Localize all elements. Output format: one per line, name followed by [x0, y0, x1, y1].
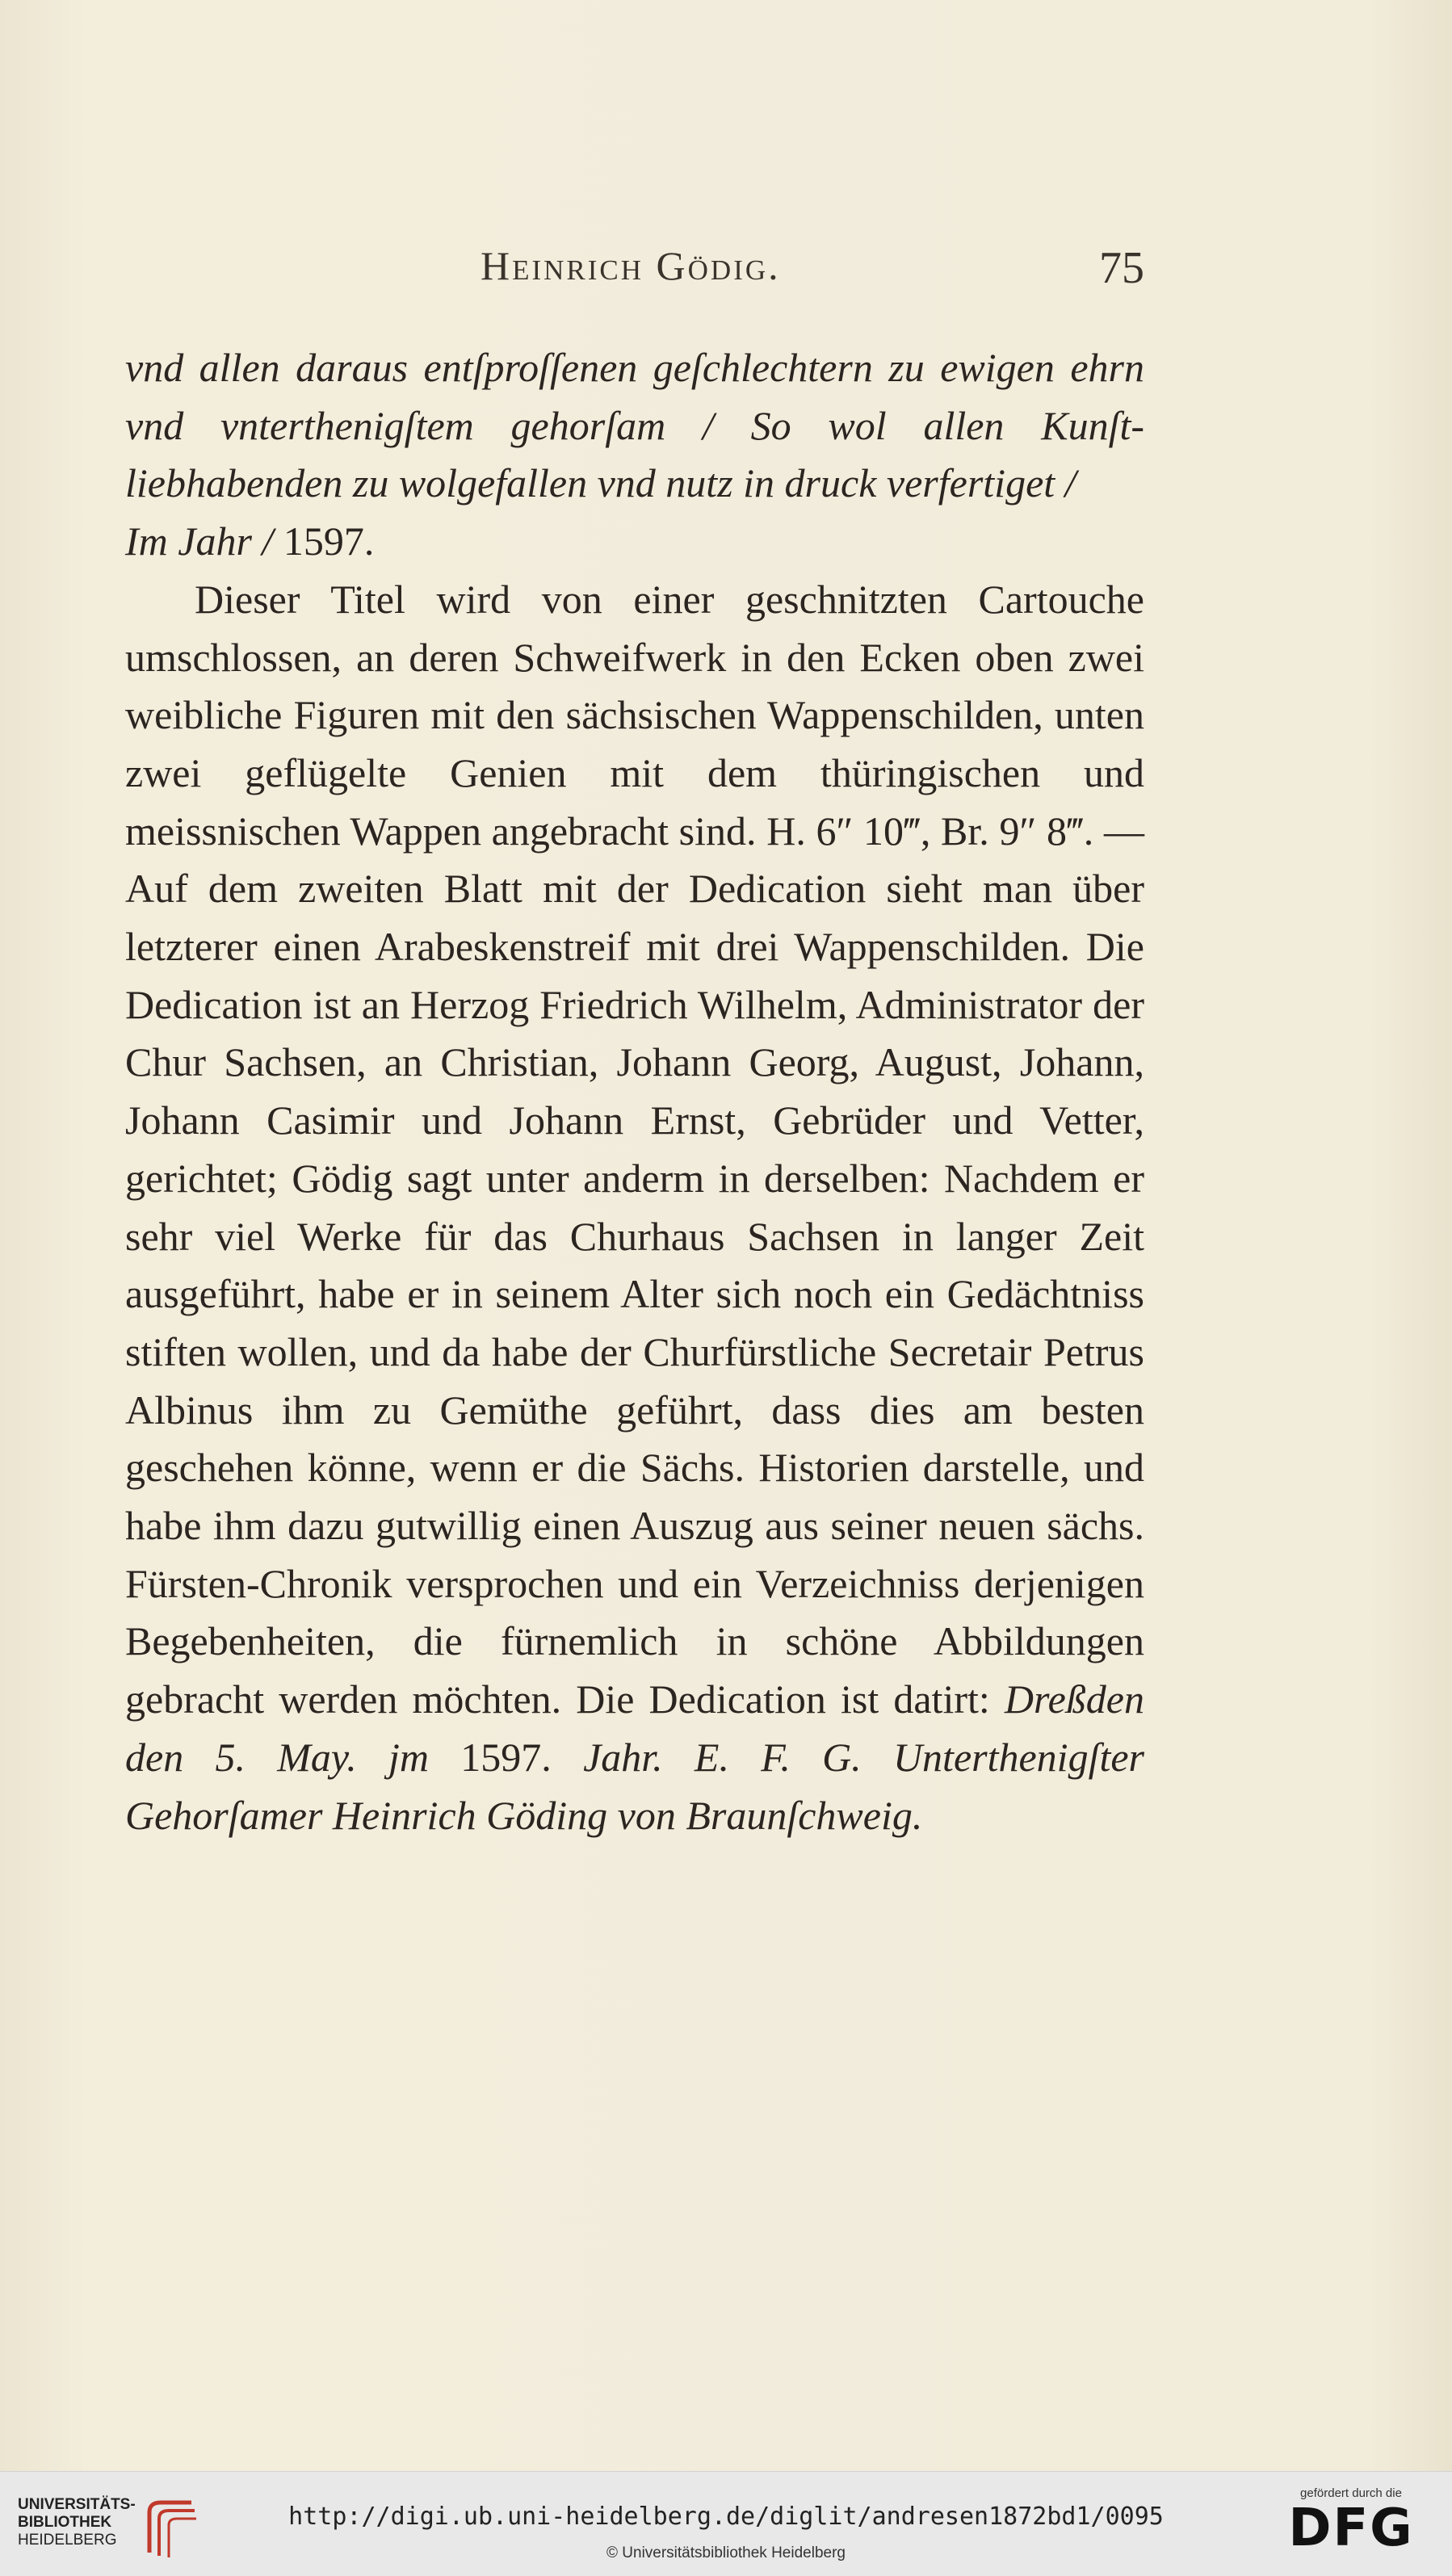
- running-head: Heinrich Gödig.: [481, 243, 781, 288]
- title-quote-line-2: ehrn vnd vnterthenigſtem gehorſam / So wol allen Kunſt-: [125, 345, 1145, 448]
- library-name-line-1: UNIVERSITÄTS-: [18, 2496, 136, 2513]
- year-label: Im Jahr /: [125, 518, 283, 564]
- page-text: [125, 339, 1144, 1844]
- page-header: [125, 242, 1144, 291]
- body-paragraph: [125, 571, 1144, 1844]
- dfg-logo-text: DFG: [1288, 2498, 1414, 2558]
- funder-logo[interactable]: [1274, 2486, 1428, 2567]
- dedication-year: 1597.: [429, 1734, 584, 1780]
- copyright-notice: © Universitätsbibliothek Heidelberg: [606, 2545, 846, 2561]
- funder-caption: gefördert durch die: [1300, 2486, 1402, 2500]
- permalink-url[interactable]: http://digi.ub.uni-heidelberg.de/diglit/andresen1872bd1/0095: [288, 2503, 1164, 2531]
- title-quote: [125, 339, 1144, 513]
- page-number: 75: [1099, 243, 1144, 293]
- body-text: Dieser Titel wird von einer geschnitzten Cartouche umschlossen, an deren Schweifwerk in den Ecken oben zwei weibliche Figuren mit den sächsischen Wappenschilden, unten zwei geflügelte Genien mit dem thüringischen und meissnischen Wappen angebracht sind. H. 6″ 10‴, Br. 9″ 8‴. — Auf dem zweiten Blatt mit der Dedication sieht man über letzterer einen Arabeskenstreif mit drei Wappenschilden. Die Dedication ist an Herzog Friedrich Wilhelm, Administrator der Chur Sachsen, an Christian, Johann Georg, August, Johann, Johann Casimir und Johann Ernst, Gebrüder und Vetter, gerichtet; Gödig sagt unter anderm in derselben: Nachdem er sehr viel Werke für das Churhaus Sachsen in langer Zeit ausgeführt, habe er in seinem Alter sich noch ein Gedächtniss stiften wollen, und da habe der Churfürstliche Secretair Petrus Albinus ihm zu Gemüthe geführt, dass dies am besten geschehen könne, wenn er die Sächs. Historien darstelle, und habe ihm dazu gutwillig einen Auszug aus seiner neuen sächs. Fürsten-Chronik versprochen und ein Verzeichniss derjenigen Begebenheiten, die fürnemlich in schöne Abbildungen gebracht werden möchten. Die Dedication ist datirt:: [125, 576, 1144, 1722]
- library-name-line-3: HEIDELBERG: [18, 2532, 117, 2549]
- title-quote-line-1: vnd allen daraus entſproſſenen geſchlechtern zu ewigen: [125, 345, 1055, 390]
- dedication-signature: Jahr. E. F. G. Unterthenigſter Gehorſamer Heinrich Göding von Braunſchweig.: [125, 1734, 1144, 1838]
- dedication-place-date: Dreßden den 5. May. jm: [125, 1676, 1144, 1780]
- year-line: [125, 513, 1144, 571]
- year-value: 1597.: [283, 518, 375, 564]
- title-quote-line-3: liebhabenden zu wolgefallen vnd nutz in druck verfertiget /: [125, 460, 1076, 506]
- library-name-line-2: BIBLIOTHEK: [18, 2514, 112, 2531]
- viewer-footer: [0, 2471, 1452, 2576]
